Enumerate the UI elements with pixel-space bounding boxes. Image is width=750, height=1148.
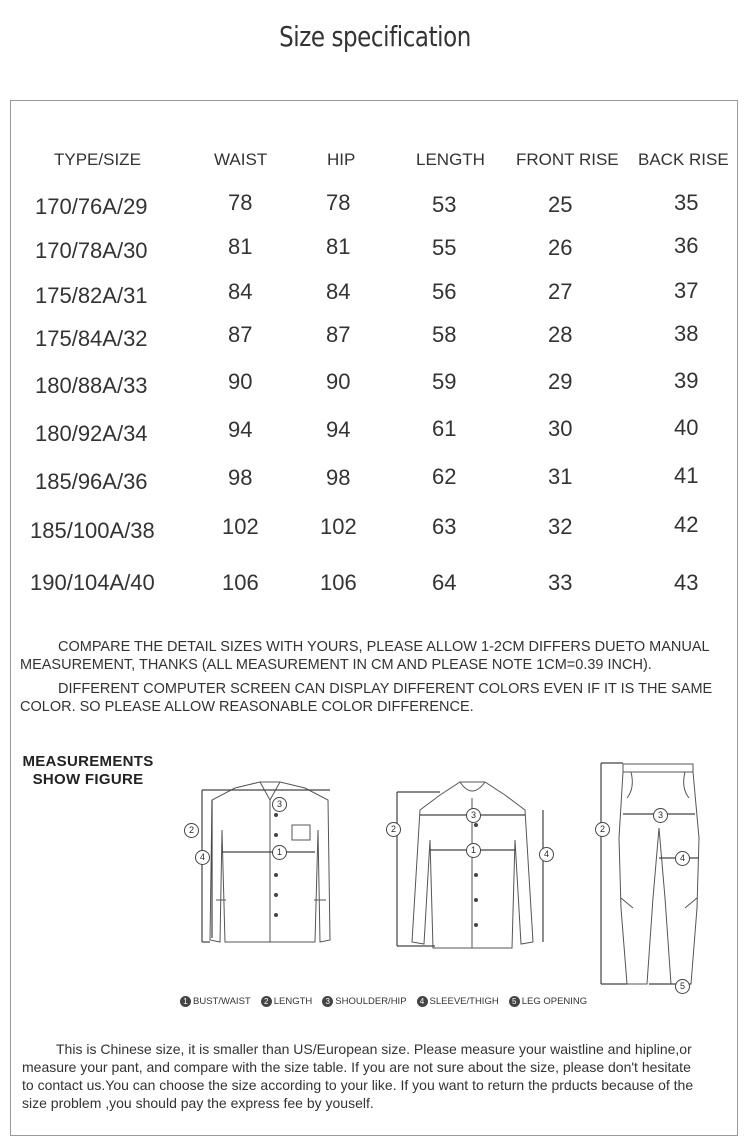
table-cell-front-rise: 32 <box>548 514 573 539</box>
table-cell-size: 170/76A/29 <box>35 194 148 219</box>
page-title: Size specification <box>279 20 471 53</box>
disclaimer-line3: to contact us.You can choose the size according to your like. If you want to return the prducts because of the <box>22 1077 694 1093</box>
table-cell-hip: 94 <box>326 417 351 442</box>
note-measure-line1: COMPARE THE DETAIL SIZES WITH YOURS, PLEASE ALLOW 1-2CM DIFFERS DUETO MANUAL <box>58 639 710 655</box>
shirt1-marker-3: 3 <box>272 797 287 812</box>
table-cell-waist: 106 <box>222 570 259 595</box>
pants-marker-3: 3 <box>653 808 668 823</box>
table-cell-back-rise: 39 <box>674 368 699 393</box>
legend-number: 5 <box>509 996 520 1007</box>
table-cell-waist: 87 <box>228 322 253 347</box>
jacket-marker-3: 3 <box>466 808 481 823</box>
table-cell-waist: 94 <box>228 417 253 442</box>
legend-item-leg-opening <box>509 996 587 1007</box>
legend-item-length <box>261 996 313 1007</box>
table-cell-back-rise: 42 <box>674 512 699 537</box>
table-cell-waist: 102 <box>222 514 259 539</box>
table-cell-back-rise: 37 <box>674 278 699 303</box>
table-cell-waist: 90 <box>228 369 253 394</box>
legend-label: SHOULDER/HIP <box>335 996 407 1007</box>
table-cell-size: 175/82A/31 <box>35 283 148 308</box>
table-cell-back-rise: 40 <box>674 415 699 440</box>
pants-figure <box>595 758 720 993</box>
legend-number: 2 <box>261 996 272 1007</box>
table-cell-back-rise: 43 <box>674 570 699 595</box>
table-cell-front-rise: 30 <box>548 416 573 441</box>
table-cell-front-rise: 26 <box>548 235 573 260</box>
measurements-title-line2: SHOW FIGURE <box>32 771 144 788</box>
table-cell-front-rise: 28 <box>548 322 573 347</box>
table-cell-length: 64 <box>432 570 457 595</box>
header-length: LENGTH <box>416 150 485 169</box>
legend-item-bust-waist <box>180 996 251 1007</box>
jacket-marker-4: 4 <box>539 847 554 862</box>
table-cell-hip: 98 <box>326 465 351 490</box>
shirt1-marker-1: 1 <box>272 845 287 860</box>
pants-marker-2: 2 <box>595 822 610 837</box>
table-cell-hip: 102 <box>320 514 357 539</box>
table-cell-front-rise: 29 <box>548 369 573 394</box>
disclaimer-line4: size problem ,you should pay the express fee by youself. <box>22 1095 374 1111</box>
measurement-legend <box>180 996 587 1007</box>
table-cell-size: 170/78A/30 <box>35 238 148 263</box>
measurements-title <box>18 753 158 789</box>
table-cell-waist: 81 <box>228 234 253 259</box>
table-cell-hip: 78 <box>326 190 351 215</box>
header-front-rise: FRONT RISE <box>516 150 619 169</box>
table-cell-back-rise: 35 <box>674 190 699 215</box>
pants-marker-4: 4 <box>675 851 690 866</box>
legend-number: 1 <box>180 996 191 1007</box>
header-back-rise: BACK RISE <box>638 150 729 169</box>
pants-marker-5: 5 <box>675 979 690 994</box>
legend-number: 3 <box>322 996 333 1007</box>
table-cell-back-rise: 36 <box>674 233 699 258</box>
header-type-size: TYPE/SIZE <box>54 150 141 169</box>
table-cell-length: 62 <box>432 464 457 489</box>
note-color-line1: DIFFERENT COMPUTER SCREEN CAN DISPLAY DIFFERENT COLORS EVEN IF IT IS THE SAME <box>58 681 713 697</box>
table-cell-waist: 84 <box>228 279 253 304</box>
table-cell-length: 53 <box>432 192 457 217</box>
table-cell-length: 59 <box>432 369 457 394</box>
legend-item-sleeve-thigh <box>417 996 499 1007</box>
table-cell-waist: 78 <box>228 190 253 215</box>
table-cell-front-rise: 31 <box>548 464 573 489</box>
disclaimer-line2: measure your pant, and compare with the size table. If you are not sure about the size, please don't hesitate <box>22 1059 691 1075</box>
disclaimer-line1: This is Chinese size, it is smaller than US/European size. Please measure your waistline and hipline,or <box>56 1041 692 1057</box>
table-cell-size: 175/84A/32 <box>35 326 148 351</box>
table-cell-length: 55 <box>432 235 457 260</box>
table-cell-front-rise: 25 <box>548 192 573 217</box>
header-hip: HIP <box>327 150 356 169</box>
jacket-figure <box>385 770 560 965</box>
table-cell-length: 56 <box>432 279 457 304</box>
table-cell-length: 58 <box>432 322 457 347</box>
legend-label: SLEEVE/THIGH <box>429 996 499 1007</box>
legend-item-shoulder-hip <box>322 996 406 1007</box>
shirt-figure <box>180 770 360 965</box>
legend-number: 4 <box>417 996 428 1007</box>
table-cell-length: 63 <box>432 514 457 539</box>
table-cell-hip: 90 <box>326 369 351 394</box>
note-color-line2: COLOR. SO PLEASE ALLOW REASONABLE COLOR DIFFERENCE. <box>20 699 474 715</box>
table-cell-hip: 106 <box>320 570 357 595</box>
jacket-marker-1: 1 <box>466 843 481 858</box>
table-cell-size: 185/100A/38 <box>30 518 155 543</box>
table-cell-front-rise: 27 <box>548 279 573 304</box>
size-disclaimer <box>22 1040 730 1112</box>
table-cell-back-rise: 38 <box>674 321 699 346</box>
table-cell-back-rise: 41 <box>674 463 699 488</box>
note-measure-line2: MEASUREMENT, THANKS (ALL MEASUREMENT IN CM AND PLEASE NOTE 1CM=0.39 INCH). <box>20 657 652 673</box>
table-cell-hip: 84 <box>326 279 351 304</box>
table-cell-waist: 98 <box>228 465 253 490</box>
table-cell-size: 180/92A/34 <box>35 421 148 446</box>
shirt1-marker-2: 2 <box>184 823 199 838</box>
table-cell-size: 185/96A/36 <box>35 469 148 494</box>
measurements-title-line1: MEASUREMENTS <box>22 753 154 770</box>
jacket-marker-2: 2 <box>386 822 401 837</box>
table-cell-size: 190/104A/40 <box>30 570 155 595</box>
legend-label: LENGTH <box>273 996 313 1007</box>
legend-label: BUST/WAIST <box>193 996 251 1007</box>
table-cell-size: 180/88A/33 <box>35 373 148 398</box>
legend-label: LEG OPENING <box>521 996 588 1007</box>
table-cell-hip: 87 <box>326 322 351 347</box>
header-waist: WAIST <box>214 150 268 169</box>
table-cell-hip: 81 <box>326 234 351 259</box>
table-cell-length: 61 <box>432 416 457 441</box>
shirt1-marker-4: 4 <box>195 850 210 865</box>
table-cell-front-rise: 33 <box>548 570 573 595</box>
